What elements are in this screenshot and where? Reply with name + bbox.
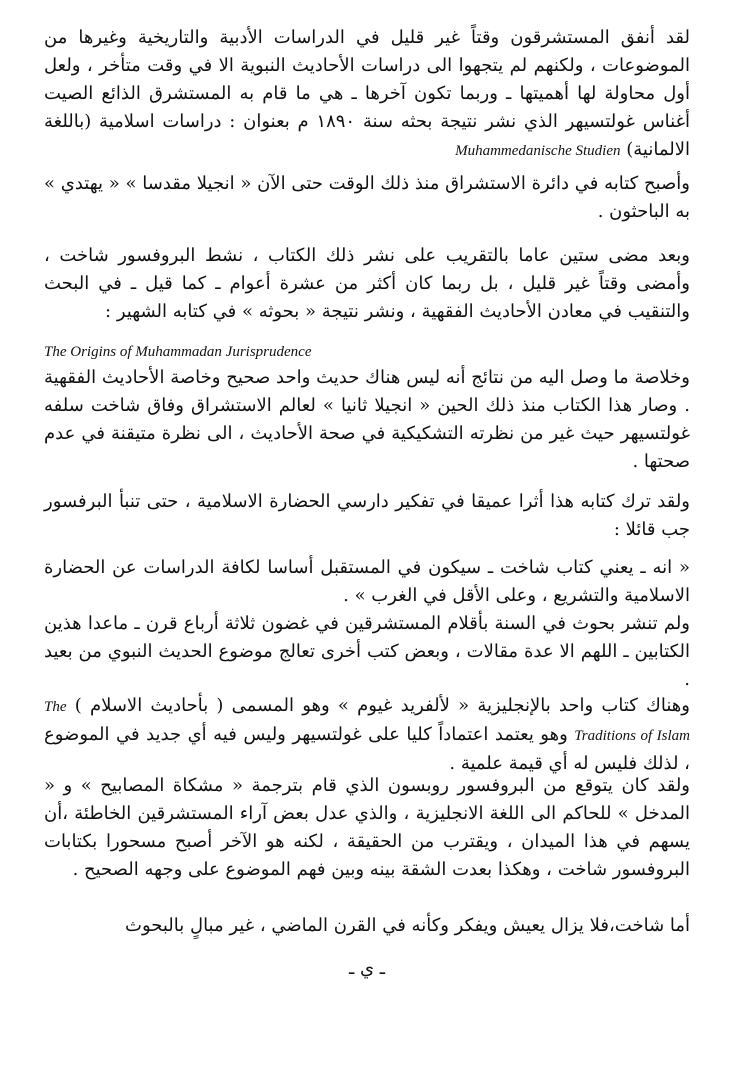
book-title-origins: The Origins of Muhammadan Jurisprudence (44, 344, 312, 360)
paragraph-4-text: وخلاصة ما وصل اليه من نتائج أنه ليس هناك حديث واحد صحيح وخاصة الأحاديث الفقهية . وصار هذا الكتاب منذ ذلك الحين « انجيلا ثانيا » لعالم الاستشراق وفاق شاخت سلفه غولتسيهر حيث غير من نظرته التشكيكية في صحة الأحاديث ، الى نظرة متيقنة في عدم صحتها . (44, 367, 690, 472)
page-number: ـ ي ـ (348, 958, 386, 979)
paragraph-8-text-after: وهو يعتمد اعتماداً كليا على غولتسيهر وليس فيه أي جديد في الموضوع ، لذلك فليس له أي قيمة علمية . (44, 724, 690, 774)
paragraph-7 (44, 610, 690, 694)
document-page (44, 24, 690, 1064)
paragraph-8-latin-title: The Traditions of Islam (44, 699, 690, 744)
paragraph-7-text: ولم تنشر بحوث في السنة بأقلام المستشرقين في غضون ثلاثة أرباع قرن ـ ماعدا هذين الكتابين ـ اللهم الا عدة مقالات ، وبعض كتب أخرى تعالج موضوع الحديث النبوي من بعيد . (44, 613, 690, 690)
paragraph-9-text: ولقد كان يتوقع من البروفسور روبسون الذي قام بترجمة « مشكاة المصابيح » و « المدخل » للحاكم الى اللغة الانجليزية ، والذي عدل بعض آراء المستشرقين الخاطئة ،أن يسهم في هذا الميدان ، ويقترب من الحقيقة ، لكنه هو الآخر أصبح مسحورا بكتابات البروفسور شاخت ، وهكذا بعدت الشقة بينه وبين فهم الموضوع على وجهه الصحيح . (44, 775, 690, 880)
paragraph-10 (44, 912, 690, 940)
paragraph-8-text-before: وهناك كتاب واحد بالإنجليزية « لألفريد غيوم » وهو المسمى ( بأحاديث الاسلام ) (74, 695, 690, 716)
paragraph-3-book-title (44, 342, 690, 362)
paragraph-4 (44, 364, 690, 476)
paragraph-1-text: لقد أنفق المستشرقون وقتاً غير قليل في الدراسات الأدبية والتاريخية وغيرها من الموضوعات ، ولكنهم لم يتجهوا الى دراسات الأحاديث النبوية الا في وقت متأخر ، ولعل أول محاولة لها أهميتها ـ وربما تكون آخرها ـ هي ما قام به المستشرق الذائع الصيت أغناس غولتسيهر الذي نشر نتيجة بحثه سنة ١٨٩٠ م بعنوان : دراسات اسلامية (باللغة الالمانية) (44, 27, 690, 160)
paragraph-3 (44, 242, 690, 326)
paragraph-3-text: وبعد مضى ستين عاما بالتقريب على نشر ذلك الكتاب ، نشط البروفسور شاخت ، وأمضى وقتاً غير قليل ، بل ربما كان أكثر من عشرة أعوام ـ كما قيل ـ في البحث والتنقيب في معادن الأحاديث الفقهية ، ونشر نتيجة « بحوثه » في كتابه الشهير : (44, 245, 690, 322)
paragraph-1-latin-title: Muhammedanische Studien (455, 143, 621, 159)
paragraph-2 (44, 170, 690, 226)
paragraph-1 (44, 24, 690, 165)
paragraph-8 (44, 692, 690, 778)
paragraph-5-text: ولقد ترك كتابه هذا أثرا عميقا في تفكير دارسي الحضارة الاسلامية ، حتى تنبأ البرفسور جب قائلا : (44, 491, 690, 540)
paragraph-9 (44, 772, 690, 884)
paragraph-5 (44, 488, 690, 544)
paragraph-6-text: « انه ـ يعني كتاب شاخت ـ سيكون في المستقبل أساسا لكافة الدراسات عن الحضارة الاسلامية والتشريع ، وعلى الأقل في الغرب » . (44, 557, 690, 606)
paragraph-6 (44, 554, 690, 610)
paragraph-10-text: أما شاخت،فلا يزال يعيش ويفكر وكأنه في القرن الماضي ، غير مبالٍ بالبحوث (125, 915, 690, 936)
paragraph-2-text: وأصبح كتابه في دائرة الاستشراق منذ ذلك الوقت حتى الآن « انجيلا مقدسا » « يهتدي » به الباحثون . (44, 173, 690, 222)
